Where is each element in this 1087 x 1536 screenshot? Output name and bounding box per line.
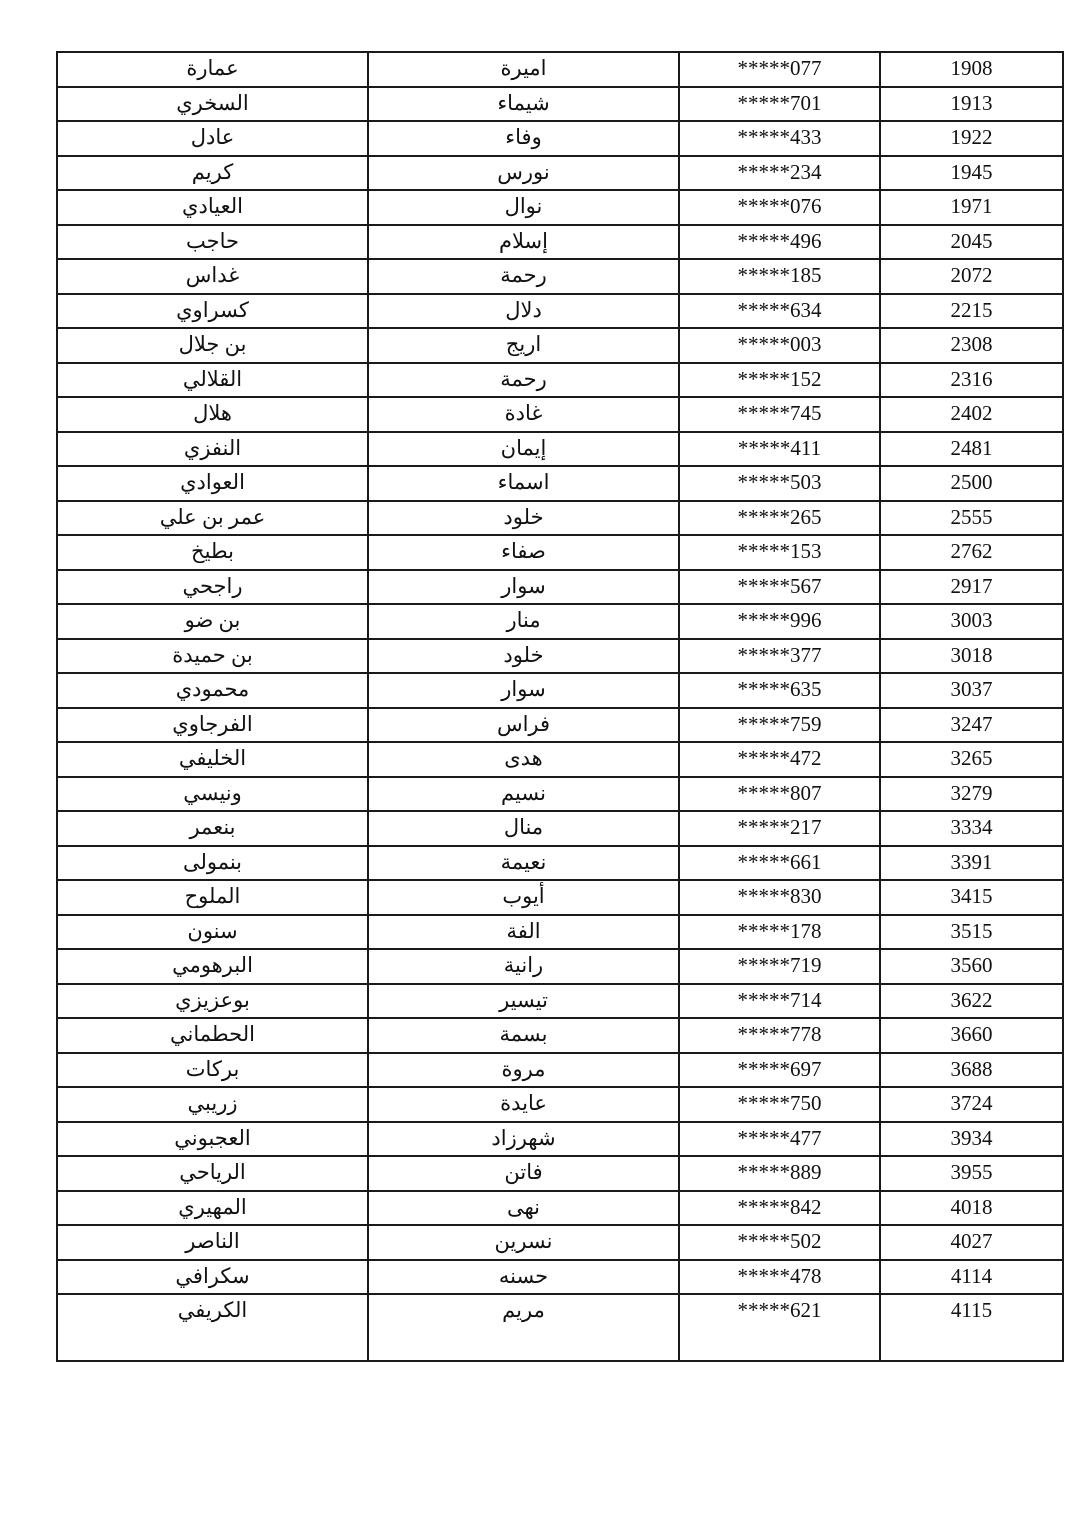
first-name-cell: بسمة (368, 1018, 679, 1053)
last-name-cell: الحطماني (57, 1018, 368, 1053)
last-name-cell: بن ضو (57, 604, 368, 639)
last-name-cell: المهيري (57, 1191, 368, 1226)
number-cell: 4114 (880, 1260, 1063, 1295)
masked-id-cell: *****077 (679, 52, 880, 87)
last-name-cell: راجحي (57, 570, 368, 605)
last-name-cell: بركات (57, 1053, 368, 1088)
first-name-cell: منال (368, 811, 679, 846)
table-row (57, 984, 1063, 1019)
number-cell: 2072 (880, 259, 1063, 294)
masked-id-cell: *****830 (679, 880, 880, 915)
number-cell: 3279 (880, 777, 1063, 812)
last-name-cell: بن حميدة (57, 639, 368, 674)
table-row (57, 949, 1063, 984)
last-name-cell: العيادي (57, 190, 368, 225)
number-cell: 2402 (880, 397, 1063, 432)
number-cell: 3415 (880, 880, 1063, 915)
first-name-cell: اريج (368, 328, 679, 363)
first-name-cell: دلال (368, 294, 679, 329)
table-row (57, 501, 1063, 536)
first-name-cell: نهى (368, 1191, 679, 1226)
number-cell: 1945 (880, 156, 1063, 191)
table-row (57, 915, 1063, 950)
masked-id-cell: *****996 (679, 604, 880, 639)
number-cell: 3724 (880, 1087, 1063, 1122)
masked-id-cell: *****807 (679, 777, 880, 812)
masked-id-cell: *****635 (679, 673, 880, 708)
first-name-cell: فاتن (368, 1156, 679, 1191)
number-cell: 4027 (880, 1225, 1063, 1260)
number-cell: 4018 (880, 1191, 1063, 1226)
number-cell: 3265 (880, 742, 1063, 777)
table-row (57, 259, 1063, 294)
masked-id-cell: *****377 (679, 639, 880, 674)
masked-id-cell: *****478 (679, 1260, 880, 1295)
table-row (57, 880, 1063, 915)
masked-id-cell: *****185 (679, 259, 880, 294)
number-cell: 3391 (880, 846, 1063, 881)
first-name-cell: حسنه (368, 1260, 679, 1295)
last-name-cell: ونيسي (57, 777, 368, 812)
table-row (57, 363, 1063, 398)
last-name-cell: الناصر (57, 1225, 368, 1260)
number-cell: 2481 (880, 432, 1063, 467)
table-row (57, 846, 1063, 881)
table-row (57, 1087, 1063, 1122)
last-name-cell: محمودي (57, 673, 368, 708)
masked-id-cell: *****661 (679, 846, 880, 881)
table-row (57, 570, 1063, 605)
number-cell: 1922 (880, 121, 1063, 156)
masked-id-cell: *****502 (679, 1225, 880, 1260)
table-row (57, 1225, 1063, 1260)
first-name-cell: نورس (368, 156, 679, 191)
table-row (57, 225, 1063, 260)
masked-id-cell: *****842 (679, 1191, 880, 1226)
masked-id-cell: *****076 (679, 190, 880, 225)
first-name-cell: سوار (368, 570, 679, 605)
first-name-cell: رحمة (368, 259, 679, 294)
last-name-cell: كريم (57, 156, 368, 191)
masked-id-cell: *****217 (679, 811, 880, 846)
table-row (57, 294, 1063, 329)
number-cell: 3622 (880, 984, 1063, 1019)
last-name-cell: عمارة (57, 52, 368, 87)
table-row (57, 639, 1063, 674)
last-name-cell: الخليفي (57, 742, 368, 777)
last-name-cell: السخري (57, 87, 368, 122)
masked-id-cell: *****714 (679, 984, 880, 1019)
first-name-cell: فراس (368, 708, 679, 743)
first-name-cell: نوال (368, 190, 679, 225)
first-name-cell: الفة (368, 915, 679, 950)
masked-id-cell: *****701 (679, 87, 880, 122)
number-cell: 2308 (880, 328, 1063, 363)
table-row (57, 328, 1063, 363)
masked-id-cell: *****234 (679, 156, 880, 191)
masked-id-cell: *****472 (679, 742, 880, 777)
last-name-cell: الملوح (57, 880, 368, 915)
number-cell: 2555 (880, 501, 1063, 536)
masked-id-cell: *****697 (679, 1053, 880, 1088)
last-name-cell: بن جلال (57, 328, 368, 363)
first-name-cell: إيمان (368, 432, 679, 467)
last-name-cell: النفزي (57, 432, 368, 467)
table-row (57, 1122, 1063, 1157)
number-cell: 3955 (880, 1156, 1063, 1191)
table-row (57, 777, 1063, 812)
number-cell: 3334 (880, 811, 1063, 846)
number-cell: 3660 (880, 1018, 1063, 1053)
number-cell: 4115 (880, 1294, 1063, 1361)
first-name-cell: هدى (368, 742, 679, 777)
last-name-cell: العجبوني (57, 1122, 368, 1157)
last-name-cell: الكريفي (57, 1294, 368, 1361)
masked-id-cell: *****759 (679, 708, 880, 743)
first-name-cell: وفاء (368, 121, 679, 156)
first-name-cell: اسماء (368, 466, 679, 501)
last-name-cell: القلالي (57, 363, 368, 398)
last-name-cell: كسراوي (57, 294, 368, 329)
first-name-cell: غادة (368, 397, 679, 432)
table-row (57, 121, 1063, 156)
masked-id-cell: *****750 (679, 1087, 880, 1122)
masked-id-cell: *****152 (679, 363, 880, 398)
last-name-cell: بنمولى (57, 846, 368, 881)
table-row (57, 1294, 1063, 1361)
first-name-cell: نسرين (368, 1225, 679, 1260)
number-cell: 3003 (880, 604, 1063, 639)
table-row (57, 1191, 1063, 1226)
first-name-cell: أيوب (368, 880, 679, 915)
table-row (57, 1018, 1063, 1053)
number-cell: 3515 (880, 915, 1063, 950)
last-name-cell: البرهومي (57, 949, 368, 984)
masked-id-cell: *****477 (679, 1122, 880, 1157)
table-row (57, 708, 1063, 743)
first-name-cell: شهرزاد (368, 1122, 679, 1157)
first-name-cell: عايدة (368, 1087, 679, 1122)
table-row (57, 1053, 1063, 1088)
first-name-cell: تيسير (368, 984, 679, 1019)
number-cell: 1913 (880, 87, 1063, 122)
masked-id-cell: *****411 (679, 432, 880, 467)
first-name-cell: نسيم (368, 777, 679, 812)
number-cell: 3688 (880, 1053, 1063, 1088)
masked-id-cell: *****496 (679, 225, 880, 260)
masked-id-cell: *****265 (679, 501, 880, 536)
first-name-cell: سوار (368, 673, 679, 708)
masked-id-cell: *****178 (679, 915, 880, 950)
table-row (57, 811, 1063, 846)
masked-id-cell: *****889 (679, 1156, 880, 1191)
last-name-cell: بنعمر (57, 811, 368, 846)
last-name-cell: سنون (57, 915, 368, 950)
last-name-cell: هلال (57, 397, 368, 432)
last-name-cell: الرياحي (57, 1156, 368, 1191)
masked-id-cell: *****503 (679, 466, 880, 501)
number-cell: 2215 (880, 294, 1063, 329)
number-cell: 2500 (880, 466, 1063, 501)
last-name-cell: الفرجاوي (57, 708, 368, 743)
number-cell: 3018 (880, 639, 1063, 674)
last-name-cell: العوادي (57, 466, 368, 501)
table-row (57, 742, 1063, 777)
first-name-cell: منار (368, 604, 679, 639)
roster-table-body (57, 52, 1063, 1361)
first-name-cell: خلود (368, 639, 679, 674)
last-name-cell: عادل (57, 121, 368, 156)
masked-id-cell: *****567 (679, 570, 880, 605)
first-name-cell: مروة (368, 1053, 679, 1088)
table-row (57, 432, 1063, 467)
masked-id-cell: *****634 (679, 294, 880, 329)
number-cell: 2045 (880, 225, 1063, 260)
number-cell: 2762 (880, 535, 1063, 570)
table-row (57, 673, 1063, 708)
table-row (57, 466, 1063, 501)
masked-id-cell: *****621 (679, 1294, 880, 1361)
table-row (57, 52, 1063, 87)
first-name-cell: رحمة (368, 363, 679, 398)
table-row (57, 1156, 1063, 1191)
number-cell: 1971 (880, 190, 1063, 225)
masked-id-cell: *****003 (679, 328, 880, 363)
table-row (57, 87, 1063, 122)
table-row (57, 604, 1063, 639)
first-name-cell: اميرة (368, 52, 679, 87)
first-name-cell: صفاء (368, 535, 679, 570)
first-name-cell: رانية (368, 949, 679, 984)
last-name-cell: حاجب (57, 225, 368, 260)
masked-id-cell: *****433 (679, 121, 880, 156)
number-cell: 2316 (880, 363, 1063, 398)
number-cell: 3560 (880, 949, 1063, 984)
masked-id-cell: *****719 (679, 949, 880, 984)
last-name-cell: عمر بن علي (57, 501, 368, 536)
first-name-cell: خلود (368, 501, 679, 536)
first-name-cell: إسلام (368, 225, 679, 260)
last-name-cell: غداس (57, 259, 368, 294)
masked-id-cell: *****745 (679, 397, 880, 432)
number-cell: 3247 (880, 708, 1063, 743)
first-name-cell: شيماء (368, 87, 679, 122)
last-name-cell: زريبي (57, 1087, 368, 1122)
masked-id-cell: *****153 (679, 535, 880, 570)
last-name-cell: بوعزيزي (57, 984, 368, 1019)
last-name-cell: سكرافي (57, 1260, 368, 1295)
roster-table (56, 51, 1064, 1362)
masked-id-cell: *****778 (679, 1018, 880, 1053)
number-cell: 3037 (880, 673, 1063, 708)
table-row (57, 156, 1063, 191)
first-name-cell: مريم (368, 1294, 679, 1361)
table-row (57, 190, 1063, 225)
number-cell: 2917 (880, 570, 1063, 605)
table-row (57, 535, 1063, 570)
last-name-cell: بطيخ (57, 535, 368, 570)
table-row (57, 1260, 1063, 1295)
table-row (57, 397, 1063, 432)
number-cell: 1908 (880, 52, 1063, 87)
number-cell: 3934 (880, 1122, 1063, 1157)
first-name-cell: نعيمة (368, 846, 679, 881)
